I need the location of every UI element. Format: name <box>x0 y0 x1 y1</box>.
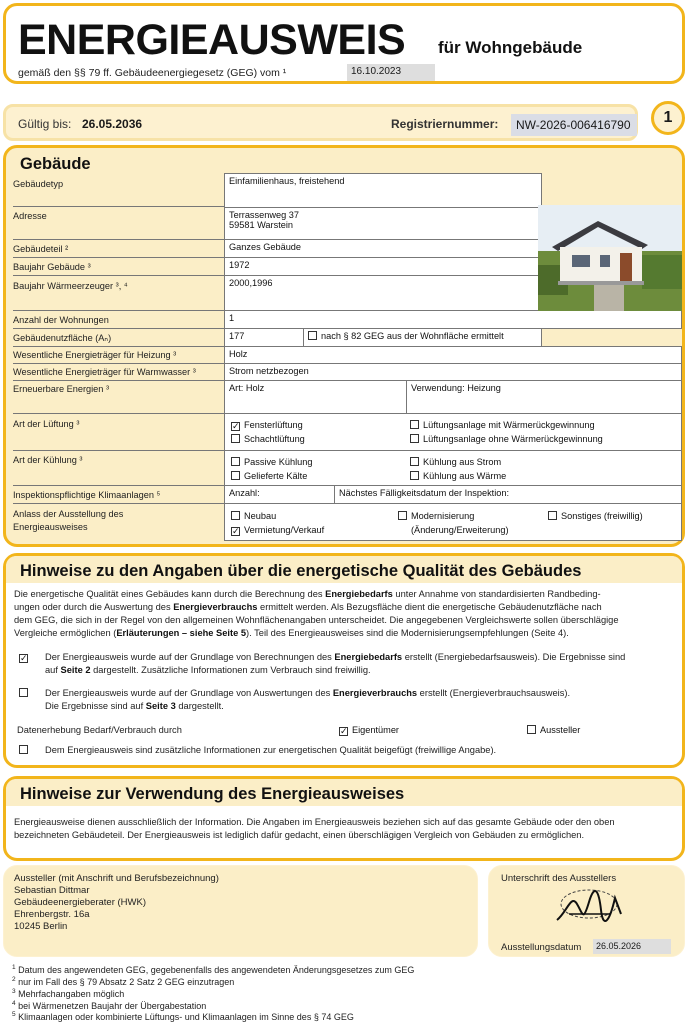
reason-new-checkbox[interactable] <box>231 511 240 520</box>
quality-notes-title: Hinweise zu den Angaben über die energetische Qualität des Gebäudes <box>20 562 582 580</box>
renewable-type: Art: Holz <box>229 383 265 393</box>
ac-label: Inspektionspflichtige Klimaanlagen ⁵ <box>13 490 161 500</box>
valid-until-label: Gültig bis: <box>18 117 72 131</box>
cool-delivered-option[interactable] <box>231 471 307 481</box>
heating-carrier-cell <box>224 346 682 364</box>
ac-count-cell <box>224 485 335 504</box>
text-run: erstellt (Energiebedarfsausweis). Die Ergebnisse sind <box>402 652 626 662</box>
reason-label-line2: Energieausweises <box>13 522 88 532</box>
row-divider <box>13 380 224 381</box>
demand-certificate-text <box>45 651 675 677</box>
area-value: 177 <box>229 331 245 341</box>
renewable-type-cell <box>224 380 407 414</box>
text-run: Energiebedarfs <box>325 589 393 599</box>
text-run: Der Energieausweis wurde auf der Grundlage von Berechnungen des <box>45 652 335 662</box>
heater-year-cell <box>224 275 542 311</box>
text-run: Der Energieausweis wurde auf der Grundlage von Auswertungen des <box>45 688 333 698</box>
renewable-label: Erneuerbare Energien ³ <box>13 384 110 394</box>
address-city: 59581 Warstein <box>229 220 294 230</box>
building-type-label: Gebäudetyp <box>13 179 64 189</box>
footnote-5: $^5$ Klimaanlagen oder kombinierte Lüftungs- und Klimaanlagen im Sinne des § 74 GEG <box>12 1011 354 1022</box>
usage-notes-text <box>14 816 679 842</box>
option-label: Gelieferte Kälte <box>244 471 308 481</box>
issue-date-value: 26.05.2026 <box>593 939 671 954</box>
ac-count-label: Anzahl: <box>229 488 260 498</box>
data-collection-label: Datenerhebung Bedarf/Verbrauch durch <box>17 725 182 735</box>
issuer-name: Sebastian Dittmar <box>14 885 90 896</box>
building-section-title: Gebäude <box>20 155 91 173</box>
row-divider <box>13 485 224 486</box>
water-carrier-value: Strom netzbezogen <box>229 366 309 376</box>
renewable-use-cell <box>406 380 682 414</box>
consumption-certificate-text <box>45 687 675 713</box>
option-label: Lüftungsanlage ohne Wärmerückgewinnung <box>423 434 603 444</box>
row-divider <box>13 503 224 504</box>
reason-rent-checkbox[interactable]: ✓ <box>232 526 240 536</box>
option-label: Lüftungsanlage mit Wärmerückgewinnung <box>423 420 595 430</box>
text-line: bezeichneten Gebäudeteil. Der Energieausweis ist lediglich dafür gedacht, einen überschlägigen Vergleich von Gebäuden zu ermöglichen. <box>14 830 585 840</box>
vent-norecovery-checkbox[interactable] <box>410 434 419 443</box>
area-option-cell <box>303 328 542 347</box>
registration-number: NW-2026-006416790 <box>511 114 637 136</box>
water-carrier-label: Wesentliche Energieträger für Warmwasser ³ <box>13 367 196 377</box>
building-photo <box>538 205 682 311</box>
ac-next-label: Nächstes Fälligkeitsdatum der Inspektion: <box>339 488 510 498</box>
heating-carrier-value: Holz <box>229 349 248 359</box>
issuer-label: Aussteller (mit Anschrift und Berufsbezeichnung) <box>14 873 219 884</box>
area-cell <box>224 328 304 347</box>
vent-shaft-option[interactable] <box>231 434 305 444</box>
registration-label: Registriernummer: <box>391 117 499 131</box>
law-date-field: 16.10.2023 <box>347 64 435 81</box>
row-divider <box>13 275 224 276</box>
row-divider <box>13 206 224 207</box>
vent-recovery-checkbox[interactable] <box>410 420 419 429</box>
building-year-value: 1972 <box>229 260 250 270</box>
text-run: erstellt (Energieverbrauchsausweis). <box>417 688 571 698</box>
collection-owner-checkbox[interactable]: ✓ <box>340 726 348 736</box>
area-checkbox[interactable] <box>308 331 317 340</box>
collection-issuer-option[interactable] <box>527 725 580 735</box>
vent-shaft-checkbox[interactable] <box>231 434 240 443</box>
collection-issuer-checkbox[interactable] <box>527 725 536 734</box>
option-label: Fensterlüftung <box>244 420 303 430</box>
text-run: unter Annahme von standardisierten Randbeding- <box>392 589 601 599</box>
footnote-text: bei Wärmenetzen Baujahr der Übergabestation <box>18 1001 207 1011</box>
building-part-cell <box>224 239 542 258</box>
demand-certificate-checkbox-wrap[interactable] <box>19 652 32 663</box>
ac-next-cell <box>334 485 682 504</box>
option-label: Eigentümer <box>352 725 399 735</box>
footnote-text: Mehrfachangaben möglich <box>18 989 125 999</box>
text-run: dargestellt. <box>175 701 224 711</box>
demand-certificate-checkbox[interactable]: ✓ <box>20 653 28 663</box>
reason-rent-option[interactable] <box>231 525 324 536</box>
row-divider <box>13 413 224 414</box>
text-run: Erläuterungen – siehe Seite 5 <box>116 628 247 638</box>
text-run: Seite 2 <box>60 665 91 675</box>
cool-heat-checkbox[interactable] <box>410 471 419 480</box>
cool-heat-option[interactable] <box>410 471 506 481</box>
text-run: ungen oder durch die Auswertung des <box>14 602 174 612</box>
reason-modern-checkbox[interactable] <box>398 511 407 520</box>
vent-norecovery-option[interactable] <box>410 434 603 444</box>
ventilation-label: Art der Lüftung ³ <box>13 419 80 429</box>
address-label: Adresse <box>13 211 47 221</box>
signature-label: Unterschrift des Ausstellers <box>501 873 617 884</box>
building-part-label: Gebäudeteil ² <box>13 244 69 254</box>
row-divider <box>13 257 224 258</box>
text-line: Energieausweise dienen ausschließlich der Information. Die Angaben im Energieausweis beziehen sich auf das gesamte Gebäude oder den oben <box>14 817 615 827</box>
option-label: Sonstiges (freiwillig) <box>561 511 643 521</box>
document-title: ENERGIEAUSWEIS <box>18 16 406 64</box>
address-street: Terrassenweg 37 <box>229 210 299 220</box>
issuer-city: 10245 Berlin <box>14 921 68 932</box>
cool-delivered-checkbox[interactable] <box>231 471 240 480</box>
building-part-value: Ganzes Gebäude <box>229 242 302 252</box>
option-label: Kühlung aus Strom <box>423 457 502 467</box>
reason-label-line1: Anlass der Ausstellung des <box>13 509 124 519</box>
vent-window-option[interactable] <box>231 420 303 431</box>
heating-carrier-label: Wesentliche Energieträger für Heizung ³ <box>13 350 177 360</box>
option-label: Modernisierung <box>411 511 475 521</box>
additional-info-text: Dem Energieausweis sind zusätzliche Informationen zur energetischen Qualität beigefügt (freiwillige Angabe). <box>45 745 497 755</box>
vent-window-checkbox[interactable]: ✓ <box>232 421 240 431</box>
footnote-text: nur im Fall des § 79 Absatz 2 Satz 2 GEG einzutragen <box>18 977 235 987</box>
reason-modern-sub: (Änderung/Erweiterung) <box>411 525 509 535</box>
option-label: Neubau <box>244 511 277 521</box>
cooling-label: Art der Kühlung ³ <box>13 455 83 465</box>
area-option-label: nach § 82 GEG aus der Wohnfläche ermittelt <box>321 331 504 341</box>
page-number-badge: 1 <box>651 101 685 135</box>
text-run: Seite 3 <box>145 701 176 711</box>
row-divider <box>13 346 224 347</box>
validity-bar <box>3 104 638 141</box>
cool-electric-checkbox[interactable] <box>410 457 419 466</box>
heater-year-value: 2000,1996 <box>229 278 273 288</box>
issue-date-label: Ausstellungsdatum <box>501 942 582 953</box>
text-run: auf <box>45 665 61 675</box>
quality-notes-paragraph <box>14 588 674 640</box>
building-type-cell <box>224 173 542 208</box>
consumption-certificate-checkbox-wrap[interactable] <box>19 688 32 698</box>
text-run: Die Ergebnisse sind auf <box>45 701 146 711</box>
reason-other-checkbox[interactable] <box>548 511 557 520</box>
reason-modern-option[interactable] <box>398 511 474 521</box>
reason-new-option[interactable] <box>231 511 276 521</box>
usage-notes-title: Hinweise zur Verwendung des Energieausweises <box>20 785 405 803</box>
footnote-3: $^3$ Mehrfachangaben möglich <box>12 988 125 999</box>
units-label: Anzahl der Wohnungen <box>13 315 109 325</box>
text-run: dem GEG, die sich in der Regel von den allgemeinen Wohnflächenangaben unterscheidet. Die angegebenen Vergleichswerte sollen überschlägige <box>14 615 619 625</box>
option-label: Schachtlüftung <box>244 434 305 444</box>
issuer-title: Gebäudeenergieberater (HWK) <box>14 897 147 908</box>
renewable-use: Verwendung: Heizung <box>411 383 501 393</box>
issuer-panel <box>3 865 478 957</box>
additional-info-checkbox[interactable] <box>19 745 28 754</box>
footnote-text: Datum des angewendeten GEG, gegebenenfalls des angewendeten Änderungsgesetzes zum GEG <box>18 965 415 975</box>
water-carrier-cell <box>224 363 682 381</box>
footnote-text: Klimaanlagen oder kombinierte Lüftungs- und Klimaanlagen im Sinne des § 74 GEG <box>18 1012 354 1022</box>
text-run: Energiebedarfs <box>334 652 403 662</box>
row-divider <box>13 363 224 364</box>
row-divider <box>13 328 224 329</box>
units-cell <box>224 310 682 329</box>
text-run: Energieverbrauchs <box>173 602 258 612</box>
issuer-street: Ehrenbergstr. 16a <box>14 909 90 920</box>
building-year-label: Baujahr Gebäude ³ <box>13 262 91 272</box>
heater-year-label: Baujahr Wärmeerzeuger ³, ⁴ <box>13 281 128 291</box>
valid-until-value: 26.05.2036 <box>82 117 143 131</box>
option-label: Vermietung/Verkauf <box>244 525 325 535</box>
address-cell <box>224 207 542 240</box>
law-reference: gemäß den §§ 79 ff. Gebäudeenergiegesetz (GEG) vom ¹ <box>18 67 287 79</box>
cool-passive-checkbox[interactable] <box>231 457 240 466</box>
text-run: dargestellt. Zusätzliche Informationen zum Verbrauch sind freiwillig. <box>90 665 371 675</box>
building-type-value: Einfamilienhaus, freistehend <box>229 176 345 186</box>
footnote-4: $^4$ bei Wärmenetzen Baujahr der Übergabestation <box>12 1000 207 1011</box>
document-subtitle: für Wohngebäude <box>438 38 583 57</box>
footnote-1: $^1$ Datum des angewendeten GEG, gegebenenfalls des angewendeten Änderungsgesetzes zum GEG <box>12 964 415 975</box>
row-divider <box>13 450 224 451</box>
collection-owner-option[interactable] <box>339 725 399 736</box>
additional-info-checkbox-wrap[interactable] <box>19 745 32 755</box>
text-run: Energieverbrauchs <box>332 688 418 698</box>
units-value: 1 <box>229 313 235 323</box>
footnote-2: $^2$ nur im Fall des § 79 Absatz 2 Satz 2 GEG einzutragen <box>12 976 235 987</box>
row-divider <box>13 239 224 240</box>
text-run: ). Teil des Energieausweises sind die Modernisierungsempfehlungen (Seite 4). <box>246 628 569 638</box>
area-label: Gebäudenutzfläche (Aₙ) <box>13 333 112 343</box>
option-label: Passive Kühlung <box>244 457 313 467</box>
consumption-certificate-checkbox[interactable] <box>19 688 28 697</box>
signature-panel <box>488 865 685 957</box>
year-cell <box>224 257 542 276</box>
vent-recovery-option[interactable] <box>410 420 595 430</box>
text-run: Vergleiche ermöglichen ( <box>14 628 117 638</box>
signature-image <box>549 884 629 929</box>
certificate-header <box>3 3 685 84</box>
reason-other-option[interactable] <box>548 511 643 521</box>
ventilation-cell <box>224 413 682 451</box>
text-run: Die energetische Qualität eines Gebäudes kann durch die Berechnung des <box>14 589 326 599</box>
text-run: ermittelt werden. Als Bezugsfläche dient die energetische Gebäudenutzfläche nach <box>257 602 602 612</box>
row-divider <box>13 310 224 311</box>
option-label: Kühlung aus Wärme <box>423 471 507 481</box>
cool-electric-option[interactable] <box>410 457 501 467</box>
option-label: Aussteller <box>540 725 581 735</box>
cool-passive-option[interactable] <box>231 457 312 467</box>
